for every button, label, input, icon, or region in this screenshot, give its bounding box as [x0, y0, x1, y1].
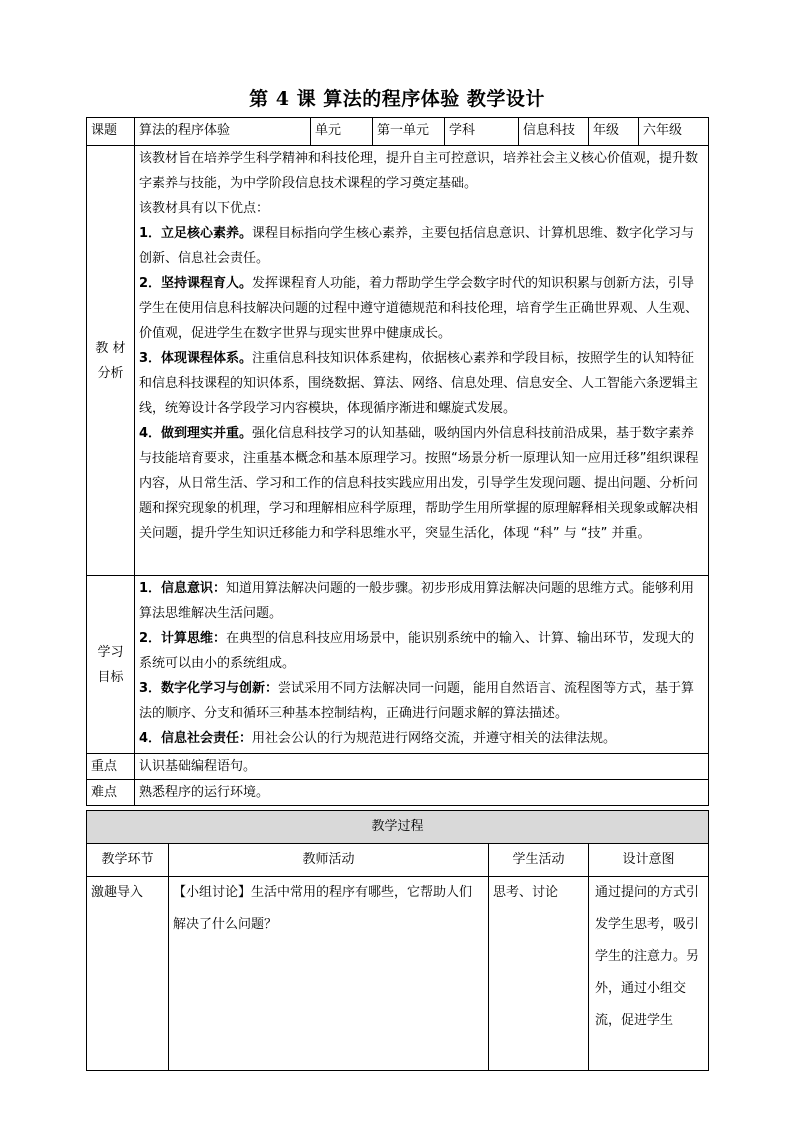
header-student: 学生活动 — [489, 844, 589, 877]
design-intent-cell: 通过提问的方式引发学生思考，吸引学生的注意力。另外，通过小组交流，促进学生 — [589, 877, 709, 1071]
point-heading: 2．坚持课程育人。 — [139, 276, 253, 291]
header-intent: 设计意图 — [589, 844, 709, 877]
goal-text: 用社会公认的行为规范进行网络交流，并遵守相关的法律法规。 — [252, 731, 617, 746]
goal-item — [139, 626, 704, 676]
unit-label: 单元 — [311, 118, 373, 146]
point-text: 强化信息科技学习的认知基础，吸纳国内外信息科技前沿成果，基于数字素养与技能培育要求，注重基本概念和基本原理学习。按照“场景分析一原理认知一应用迁移”组织课程内容，从日常生活、学习和工作的信息科技实践应用出发，引导学生发现问题、提出问题、分析问题和探究现象的机理，学习和理解相应科学原理，帮助学生用所掌握的原理解释相关现象或解决相关问题，提升学生知识迁移能力和学科思维水平，突显生活化，体现 “科” 与 “技” 并重。 — [139, 426, 699, 541]
key-point-value: 认识基础编程语句。 — [135, 754, 709, 780]
goal-heading: 4．信息社会责任： — [139, 731, 253, 746]
analysis-advantages-intro: 该教材具有以下优点： — [139, 201, 270, 216]
difficulty-label: 难点 — [87, 780, 135, 806]
point-heading: 3．体现课程体系。 — [139, 351, 253, 366]
table-row — [87, 877, 709, 1071]
goal-item — [139, 576, 704, 626]
process-title: 教学过程 — [87, 811, 709, 844]
analysis-point — [139, 271, 704, 346]
key-point-label: 重点 — [87, 754, 135, 780]
analysis-label: 教 材 分析 — [87, 146, 135, 576]
course-value: 算法的程序体验 — [135, 118, 311, 146]
document-title: 第 4 课 算法的程序体验 教学设计 — [249, 88, 545, 110]
analysis-point — [139, 221, 704, 271]
grade-value: 六年级 — [639, 118, 709, 146]
unit-value: 第一单元 — [373, 118, 445, 146]
student-activity-cell: 思考、讨论 — [489, 877, 589, 1071]
goals-content — [135, 576, 709, 754]
subject-label: 学科 — [445, 118, 519, 146]
point-text: 发挥课程育人功能，着力帮助学生学会数字时代的知识积累与创新方法，引导学生在使用信息科技解决问题的过程中遵守道德规范和科技伦理，培育学生正确世界观、人生观、价值观，促进学生在数字世界与现实世界中健康成长。 — [139, 276, 699, 341]
analysis-content — [135, 146, 709, 576]
goal-text: 知道用算法解决问题的一般步骤。初步形成用算法解决问题的思维方式。能够利用算法思维解决生活问题。 — [139, 581, 695, 621]
goals-label: 学习 目标 — [87, 576, 135, 754]
lesson-info-table — [86, 117, 709, 806]
subject-value: 信息科技 — [519, 118, 589, 146]
point-text: 课程目标指向学生核心素养，主要包括信息意识、计算机思维、数字化学习与创新、信息社会责任。 — [139, 226, 695, 266]
point-heading: 4．做到理实并重。 — [139, 426, 253, 441]
goal-heading: 3．数字化学习与创新： — [139, 681, 279, 696]
point-heading: 1．立足核心素养。 — [139, 226, 253, 241]
goal-text: 尝试采用不同方法解决同一问题，能用自然语言、流程图等方式，基于算法的顺序、分支和循环三种基本控制结构，正确进行问题求解的算法描述。 — [139, 681, 695, 721]
stage-cell: 激趣导入 — [87, 877, 169, 1071]
analysis-point — [139, 346, 704, 421]
analysis-intro: 该教材旨在培养学生科学精神和科技伦理，提升自主可控意识，培养社会主义核心价值观，提升数字素养与技能，为中学阶段信息技术课程的学习奠定基础。 — [139, 151, 699, 191]
teacher-activity-cell: 【小组讨论】生活中常用的程序有哪些，它帮助人们解决了什么问题？ — [169, 877, 489, 1071]
analysis-point — [139, 421, 704, 546]
course-label: 课题 — [87, 118, 135, 146]
header-stage: 教学环节 — [87, 844, 169, 877]
goal-heading: 1．信息意识： — [139, 581, 227, 596]
grade-label: 年级 — [589, 118, 639, 146]
goal-heading: 2．计算思维： — [139, 631, 227, 646]
point-text: 注重信息科技知识体系建构，依据核心素养和学段目标，按照学生的认知特征和信息科技课程的知识体系，围绕数据、算法、网络、信息处理、信息安全、人工智能六条逻辑主线，统筹设计各学段学习内容模块，体现循序渐进和螺旋式发展。 — [139, 351, 699, 416]
goal-item — [139, 726, 704, 751]
goal-text: 在典型的信息科技应用场景中，能识别系统中的输入、计算、输出环节，发现大的系统可以由小的系统组成。 — [139, 631, 695, 671]
header-teacher: 教师活动 — [169, 844, 489, 877]
goal-item — [139, 676, 704, 726]
teaching-process-table — [86, 810, 709, 1071]
difficulty-value: 熟悉程序的运行环境。 — [135, 780, 709, 806]
